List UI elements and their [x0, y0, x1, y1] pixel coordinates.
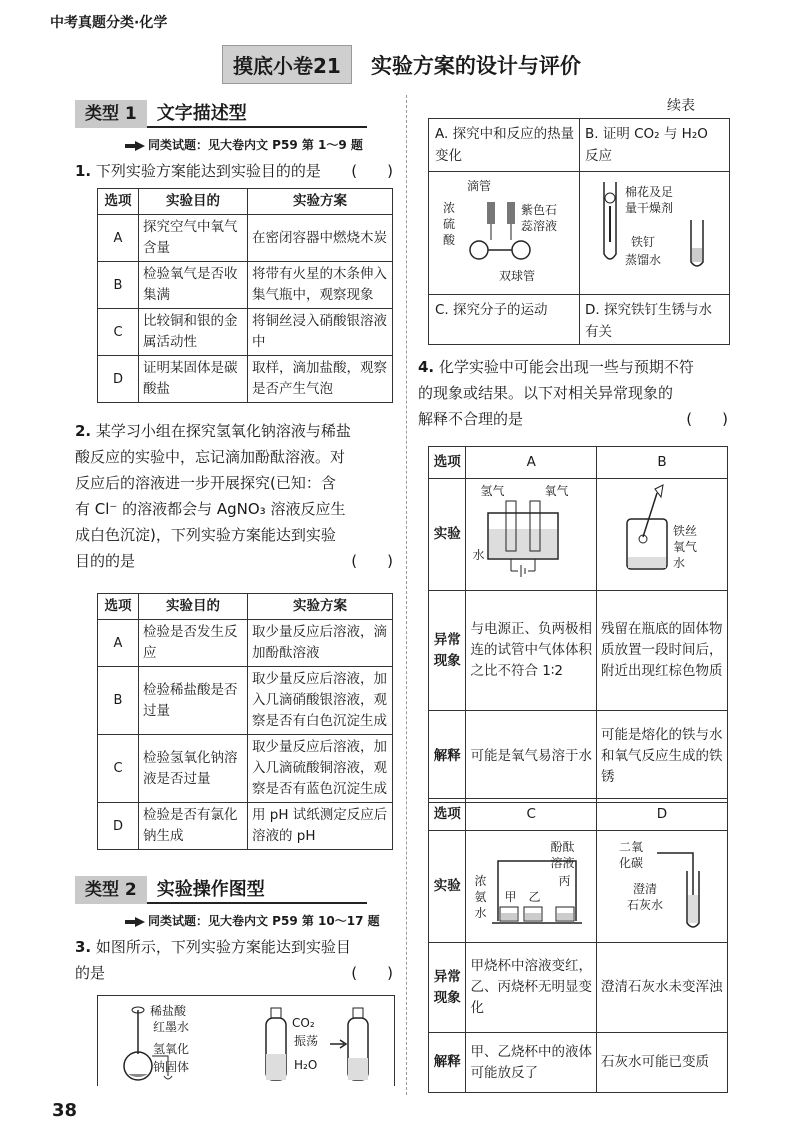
plan-cell: 在密闭容器中燃烧木炭 [248, 215, 393, 262]
goal-cell: 探究空气中氧气含量 [139, 215, 248, 262]
fig-label: 滴管 [467, 179, 492, 193]
question-1: 1. 下列实验方案能达到实验目的的是 ( ) [75, 158, 393, 184]
fig-label: 氢气 [480, 484, 505, 498]
option-c-caption: C. 探究分子的运动 [435, 302, 548, 318]
fig-label: 氧气 [544, 484, 569, 498]
q4-table-ab [428, 446, 728, 803]
arrow-icon [125, 144, 135, 148]
q2-table [97, 593, 393, 850]
fig-label: 溶液 [550, 856, 575, 870]
fig-label: 硫 [443, 217, 456, 231]
plan-cell: 将带有火星的木条伸入集气瓶中，观察现象 [248, 262, 393, 309]
option-cell: B [98, 262, 139, 309]
fig-label: 稀盐酸 [150, 1004, 187, 1018]
q3-figures [98, 996, 394, 1086]
table-row [429, 1033, 728, 1093]
option-cell: D [98, 803, 139, 850]
fig-label: 二氧 [619, 840, 644, 854]
fig-label: 水 [673, 556, 686, 570]
fig-label: 氢氧化 [153, 1042, 190, 1056]
cell-divider [429, 294, 729, 295]
fig-label: 蕊溶液 [521, 219, 558, 233]
plan-cell: 取少量反应后溶液，滴加酚酞溶液 [248, 620, 393, 667]
goal-cell: 比较铜和银的金属活动性 [139, 309, 248, 356]
option-a-header: A [466, 447, 597, 479]
question-2: 2. 某学习小组在探究氢氧化钠溶液与稀盐 酸反应的实验中，忘记滴加酚酞溶液。对 反应后的溶液进一步开展探究(已知：含 有 Cl⁻ 的溶液都会与 AgNO₃ 溶液反应生 成白色沉淀)，下列实验方案能达到实验 目的的是 ( ) [75, 418, 393, 574]
question-1-text: 下列实验方案能达到实验目的的是 [95, 162, 321, 180]
fig-label: 量干燥剂 [625, 201, 674, 215]
fig-label: 石灰水 [627, 898, 664, 912]
option-cell: B [98, 667, 139, 735]
type2-name: 实验操作图型 [147, 876, 367, 904]
option-a-caption: A. 探究中和反应的热量变化 [435, 126, 575, 164]
fig-label: CO₂ [292, 1016, 315, 1030]
fig-label: 紫色石 [521, 203, 558, 217]
column-divider [406, 95, 407, 1095]
goal-cell: 检验氢氧化钠溶液是否过量 [139, 735, 248, 803]
goal-cell: 证明某固体是碳酸盐 [139, 356, 248, 403]
phenomenon-cell: 残留在瓶底的固体物质放置一段时间后，附近出现红棕色物质 [597, 591, 728, 711]
table-row [98, 620, 393, 667]
title-badge: 摸底小卷21 [222, 45, 352, 84]
row-label: 选项 [429, 447, 466, 479]
question-3: 3. 如图所示，下列实验方案能达到实验目 的是 ( ) [75, 934, 393, 986]
table-header: 选项 [98, 594, 139, 620]
option-cell: A [98, 215, 139, 262]
q1-table [97, 188, 393, 403]
type1-heading [75, 100, 367, 128]
fig-label: 丙 [558, 874, 571, 888]
fig-label: 棉花及足 [625, 185, 674, 199]
phenomenon-cell: 澄清石灰水未变浑浊 [597, 943, 728, 1033]
arrow-icon [135, 141, 145, 151]
fig-label: 氧气 [673, 540, 698, 554]
option-cell: A [98, 620, 139, 667]
table-row [429, 479, 728, 591]
fig-label: 振荡 [294, 1034, 319, 1048]
molecule-figure-cell [466, 831, 597, 943]
plan-cell: 取少量反应后溶液，加入几滴硝酸银溶液，观察是否有白色沉淀生成 [248, 667, 393, 735]
goal-cell: 检验是否发生反应 [139, 620, 248, 667]
phenomenon-cell: 甲烧杯中溶液变红，乙、丙烧杯无明显变化 [466, 943, 597, 1033]
option-b-header: B [597, 447, 728, 479]
table-row [98, 735, 393, 803]
type1-label: 类型 1 [75, 100, 147, 128]
plan-cell: 取样，滴加盐酸，观察是否产生气泡 [248, 356, 393, 403]
table-header: 实验目的 [139, 594, 248, 620]
page-title [222, 45, 581, 84]
option-b-caption: B. 证明 CO₂ 与 H₂O 反应 [585, 126, 708, 164]
explanation-cell: 石灰水可能已变质 [597, 1033, 728, 1093]
answer-paren: ( ) [351, 964, 393, 982]
fig-label: 酸 [443, 233, 456, 247]
table-row [98, 309, 393, 356]
answer-paren: ( ) [351, 162, 393, 180]
fig-label: 化碳 [619, 856, 644, 870]
table-header: 实验目的 [139, 189, 248, 215]
type2-heading [75, 876, 367, 904]
option-cell: D [98, 356, 139, 403]
table-row [429, 711, 728, 803]
row-label: 异常现象 [429, 943, 466, 1033]
table-row [429, 943, 728, 1033]
answer-paren: ( ) [351, 552, 393, 570]
fig-label: 水 [474, 906, 487, 920]
goal-cell: 检验氧气是否收集满 [139, 262, 248, 309]
fig-label: 蒸馏水 [625, 253, 662, 267]
fig-label: 酚酞 [550, 840, 575, 854]
option-cell: C [98, 735, 139, 803]
co2-figure-cell [597, 831, 728, 943]
fig-label: 铁丝 [673, 524, 698, 538]
fig-label: 浓 [474, 874, 487, 888]
option-d-header: D [597, 799, 728, 831]
goal-cell: 检验稀盐酸是否过量 [139, 667, 248, 735]
fig-label: 浓 [443, 201, 456, 215]
fig-label: 铁钉 [631, 235, 656, 249]
fig-label: 甲 [504, 890, 517, 904]
fig-label: 乙 [528, 890, 541, 904]
plan-cell: 用 pH 试纸测定反应后溶液的 pH [248, 803, 393, 850]
table-row [98, 262, 393, 309]
q4-table-cd [428, 798, 728, 1093]
iron-burning-figure [597, 479, 727, 583]
continued-label: 续表 [667, 98, 695, 114]
table-row [429, 591, 728, 711]
fig-label: 钠固体 [153, 1060, 190, 1074]
arrow-icon [135, 917, 145, 927]
row-label: 异常现象 [429, 591, 466, 711]
option-c-header: C [466, 799, 597, 831]
plan-cell: 将铜丝浸入硝酸银溶液中 [248, 309, 393, 356]
table-row [98, 356, 393, 403]
type2-label: 类型 2 [75, 876, 147, 904]
co2-limewater-figure [597, 831, 727, 935]
title-text: 实验方案的设计与评价 [370, 54, 581, 78]
table-row [98, 667, 393, 735]
fig-label: 水 [472, 548, 485, 562]
phenomenon-cell: 与电源正、负两极相连的试管中气体体积之比不符合 1∶2 [466, 591, 597, 711]
fig-label: 澄清 [633, 882, 658, 896]
answer-paren: ( ) [686, 410, 728, 428]
arrow-icon [125, 920, 135, 924]
q3-figure-box [97, 995, 395, 1086]
option-d-caption: D. 探究铁钉生锈与水有关 [585, 302, 712, 340]
table-header: 实验方案 [248, 189, 393, 215]
q3-continued-table [428, 118, 730, 345]
fig-label: H₂O [294, 1058, 318, 1072]
explanation-cell: 甲、乙烧杯中的液体可能放反了 [466, 1033, 597, 1093]
explanation-cell: 可能是氧气易溶于水 [466, 711, 597, 803]
page-number: 38 [52, 1100, 78, 1121]
table-header: 实验方案 [248, 594, 393, 620]
fig-label: 双球管 [499, 269, 536, 283]
plan-cell: 取少量反应后溶液，加入几滴硫酸铜溶液，观察是否有蓝色沉淀生成 [248, 735, 393, 803]
electrolysis-figure-cell [466, 479, 597, 591]
running-header: 中考真题分类·化学 [50, 15, 168, 31]
table-row [98, 803, 393, 850]
fig-label: 氨 [474, 890, 487, 904]
explanation-cell: 可能是熔化的铁与水和氧气反应生成的铁锈 [597, 711, 728, 803]
table-row [429, 831, 728, 943]
row-label: 实验 [429, 479, 466, 591]
question-4: 4. 化学实验中可能会出现一些与预期不符 的现象或结果。以下对相关异常现象的 解释不合理的是 ( ) [418, 354, 728, 432]
type1-ref: 同类试题：见大卷内文 P59 第 1～9 题 [125, 136, 363, 153]
table-row [98, 215, 393, 262]
table-header: 选项 [98, 189, 139, 215]
iron-burning-figure-cell [597, 479, 728, 591]
row-label: 实验 [429, 831, 466, 943]
goal-cell: 检验是否有氯化钠生成 [139, 803, 248, 850]
row-label: 选项 [429, 799, 466, 831]
fig-label: 红墨水 [153, 1020, 190, 1034]
row-label: 解释 [429, 711, 466, 803]
type2-ref: 同类试题：见大卷内文 P59 第 10～17 题 [125, 912, 380, 929]
row-label: 解释 [429, 1033, 466, 1093]
option-cell: C [98, 309, 139, 356]
type1-name: 文字描述型 [147, 100, 367, 128]
